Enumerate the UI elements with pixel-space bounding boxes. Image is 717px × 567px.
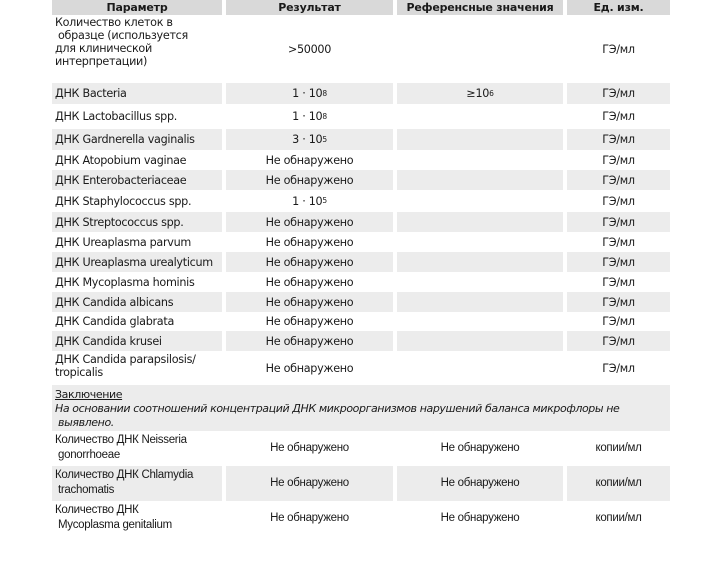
param-cell xyxy=(52,466,222,501)
unit-cell: ГЭ/мл xyxy=(567,252,670,272)
unit-cell: ГЭ/мл xyxy=(602,361,635,375)
result-cell: Не обнаружено xyxy=(270,442,349,454)
table-row xyxy=(52,212,670,232)
result-value: Не обнаружено xyxy=(265,295,354,309)
unit-cell: копии/мл xyxy=(567,466,670,501)
param-line: ДНК Candida parapsilosis/ xyxy=(55,353,196,366)
unit-cell: ГЭ/мл xyxy=(602,42,635,56)
result-cell: 1 · 10 8 xyxy=(226,83,393,104)
param-cell xyxy=(52,431,222,466)
unit-cell: ГЭ/мл xyxy=(602,315,635,328)
result-value: 1 · 10 xyxy=(292,194,323,208)
unit-cell: ГЭ/мл xyxy=(602,235,635,249)
result-cell xyxy=(226,232,393,252)
table-row xyxy=(52,190,670,212)
conclusion-text: На основании соотношений концентраций ДНК микроорганизмов нарушений баланса микрофлоры не xyxy=(55,402,620,415)
header-result: Результат xyxy=(226,0,393,15)
result-cell: 1 · 10 5 xyxy=(292,194,327,208)
reference-cell xyxy=(397,331,563,351)
param-cell: ДНК Staphylococcus spp. xyxy=(55,194,192,208)
reference-cell xyxy=(397,232,563,252)
param-cell xyxy=(52,501,222,536)
param-cell xyxy=(52,351,222,385)
result-value: 1 · 10 xyxy=(292,87,323,100)
reference-cell xyxy=(397,150,563,170)
result-cell xyxy=(226,150,393,170)
table-row xyxy=(52,292,670,312)
result-cell xyxy=(226,170,393,190)
result-value: 1 · 10 xyxy=(292,110,323,123)
result-cell xyxy=(226,331,393,351)
reference-cell xyxy=(397,129,563,150)
unit-cell: ГЭ/мл xyxy=(567,170,670,190)
table-row-std xyxy=(52,466,670,501)
param-line: tropicalis xyxy=(55,366,103,379)
param-cell: ДНК Mycoplasma hominis xyxy=(55,275,195,289)
unit-cell: ГЭ/мл xyxy=(567,212,670,232)
result-cell xyxy=(226,272,393,292)
param-line: gonorrhoeae xyxy=(58,449,120,461)
result-value: Не обнаружено xyxy=(265,315,354,328)
param-line: интерпретации) xyxy=(55,55,148,68)
unit-cell: ГЭ/мл xyxy=(567,83,670,104)
param-cell: ДНК Lactobacillus spp. xyxy=(55,110,178,123)
reference-cell: Не обнаружено xyxy=(440,512,520,524)
conclusion-text-cont: выявлено. xyxy=(58,416,114,429)
table-row xyxy=(52,129,670,150)
param-line: Количество ДНК Chlamydia xyxy=(55,469,194,481)
result-cell: 3 · 10 5 xyxy=(226,129,393,150)
param-cell xyxy=(52,15,222,83)
param-cell: ДНК Enterobacteriaceae xyxy=(52,170,222,190)
reference-cell xyxy=(397,351,563,385)
table-row xyxy=(52,252,670,272)
reference-cell xyxy=(397,272,563,292)
result-value: Не обнаружено xyxy=(265,173,354,187)
result-value: Не обнаружено xyxy=(265,153,354,167)
param-cell: ДНК Ureaplasma parvum xyxy=(55,235,192,249)
result-cell: Не обнаружено xyxy=(265,361,354,375)
param-line: Количество ДНК Neisseria xyxy=(55,434,187,446)
header-unit: Ед. изм. xyxy=(567,0,670,15)
results-table xyxy=(52,0,670,536)
header-param: Параметр xyxy=(52,0,222,15)
reference-cell: ≥10 6 xyxy=(397,83,563,104)
unit-cell: ГЭ/мл xyxy=(602,153,635,167)
unit-cell: ГЭ/мл xyxy=(602,110,635,123)
result-value: Не обнаружено xyxy=(265,275,354,289)
result-cell: >50000 xyxy=(287,42,332,56)
reference-cell xyxy=(397,15,563,83)
param-cell: ДНК Candida albicans xyxy=(52,292,222,312)
param-cell: ДНК Candida krusei xyxy=(52,331,222,351)
table-row-std xyxy=(52,501,670,536)
table-row xyxy=(52,272,670,292)
param-cell: ДНК Ureaplasma urealyticum xyxy=(52,252,222,272)
unit-cell: ГЭ/мл xyxy=(567,331,670,351)
table-row-std xyxy=(52,431,670,466)
result-value: Не обнаружено xyxy=(265,255,354,269)
table-row xyxy=(52,312,670,331)
reference-cell: Не обнаружено xyxy=(397,466,563,501)
param-line: trachomatis xyxy=(58,484,115,496)
table-row xyxy=(52,232,670,252)
table-header xyxy=(52,0,670,15)
table-row-parapsilosis xyxy=(52,351,670,385)
param-cell: ДНК Gardnerella vaginalis xyxy=(52,129,222,150)
unit-cell: ГЭ/мл xyxy=(567,292,670,312)
result-cell: 1 · 10 8 xyxy=(292,110,327,123)
table-row xyxy=(52,331,670,351)
conclusion-block xyxy=(52,385,670,431)
table-row-cell-count xyxy=(52,15,670,83)
result-value: 3 · 10 xyxy=(292,133,323,146)
conclusion-title: Заключение xyxy=(55,388,123,401)
param-line: Mycoplasma genitalium xyxy=(58,519,172,531)
reference-cell xyxy=(397,104,563,129)
result-cell xyxy=(226,212,393,232)
result-value: Не обнаружено xyxy=(265,334,354,348)
param-line: образце (используется xyxy=(58,29,188,42)
param-line: Количество ДНК xyxy=(55,504,139,516)
result-cell: Не обнаружено xyxy=(270,512,349,524)
unit-cell: ГЭ/мл xyxy=(602,194,635,208)
table-row xyxy=(52,83,670,104)
reference-value: ≥10 xyxy=(466,87,490,100)
table-row xyxy=(52,150,670,170)
result-cell: Не обнаружено xyxy=(226,466,393,501)
param-cell: ДНК Streptococcus spp. xyxy=(52,212,222,232)
microflora-rows xyxy=(52,83,670,351)
param-cell: ДНК Atopobium vaginae xyxy=(55,153,187,167)
param-line: для клинической xyxy=(55,42,152,55)
result-cell xyxy=(226,292,393,312)
unit-cell: ГЭ/мл xyxy=(602,275,635,289)
reference-cell xyxy=(397,212,563,232)
table-row xyxy=(52,170,670,190)
reference-cell xyxy=(397,252,563,272)
param-cell: ДНК Candida glabrata xyxy=(55,315,174,328)
table-row xyxy=(52,104,670,129)
reference-cell xyxy=(397,190,563,212)
unit-cell: копии/мл xyxy=(595,442,642,454)
reference-cell xyxy=(397,292,563,312)
param-cell: ДНК Bacteria xyxy=(52,83,222,104)
unit-cell: ГЭ/мл xyxy=(567,129,670,150)
result-value: Не обнаружено xyxy=(265,215,354,229)
result-cell xyxy=(226,252,393,272)
param-line: Количество клеток в xyxy=(55,16,173,29)
reference-cell xyxy=(397,170,563,190)
header-reference: Референсные значения xyxy=(397,0,563,15)
reference-cell: Не обнаружено xyxy=(440,442,520,454)
result-value: Не обнаружено xyxy=(265,235,354,249)
result-cell xyxy=(226,312,393,331)
unit-cell: копии/мл xyxy=(595,512,642,524)
reference-cell xyxy=(397,312,563,331)
